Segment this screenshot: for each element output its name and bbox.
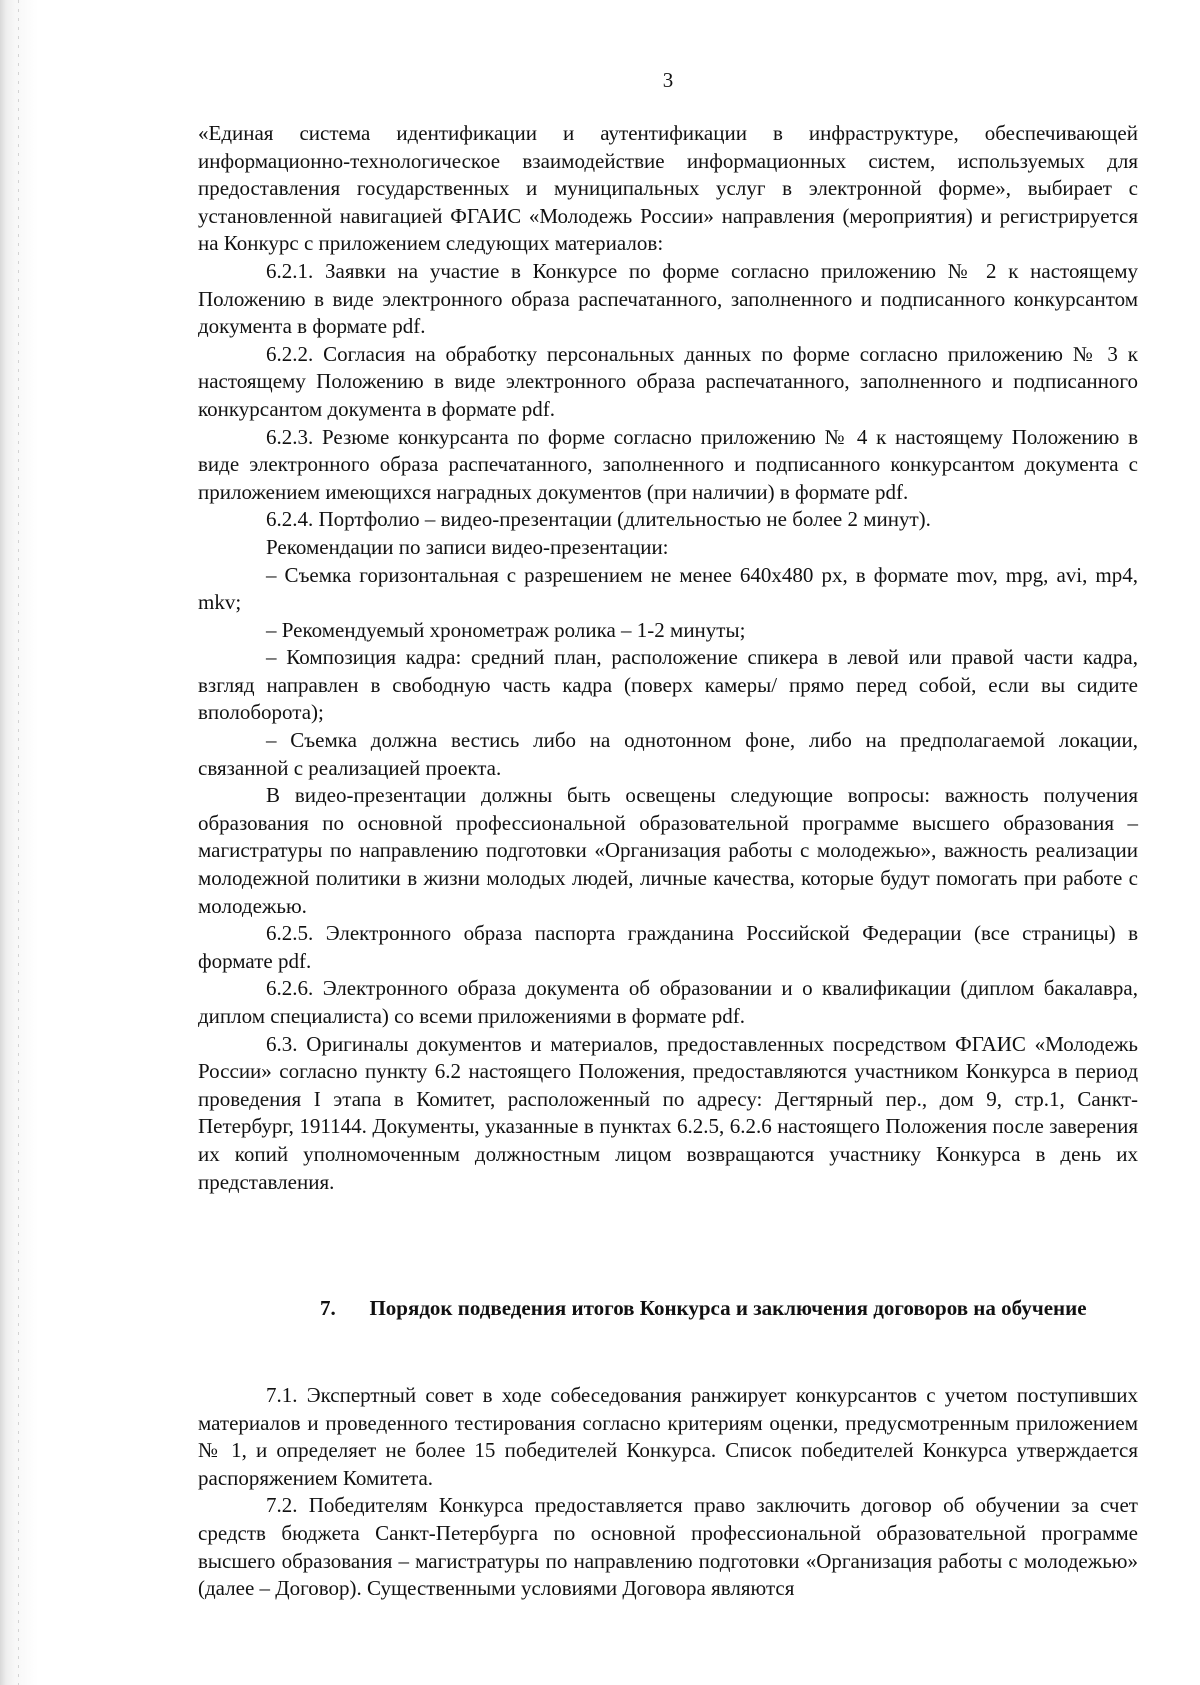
body-text-top: [198, 120, 1138, 1196]
section-title: Порядок подведения итогов Конкурса и заключения договоров на обучение: [369, 1296, 1087, 1320]
list-item: – Съемка должна вестись либо на однотонном фоне, либо на предполагаемой локации, связанной с реализацией проекта.: [198, 728, 1138, 780]
list-item: – Съемка горизонтальная с разрешением не менее 640х480 px, в формате mov, mpg, avi, mp4, mkv;: [198, 562, 1138, 615]
paragraph-6-2-3: 6.2.3. Резюме конкурсанта по форме согласно приложению № 4 к настоящему Положению в виде электронного образа распечатанного, заполненного и подписанного конкурсантом документа с приложением имеющихся наградных документов (при наличии) в формате pdf.: [198, 424, 1138, 504]
paragraph-7-2: 7.2. Победителям Конкурса предоставляется право заключить договор об обучении за счет средств бюджета Санкт-Петербурга по основной профессиональной образовательной программе высшего образования – магистратуры по направлению подготовки «Организация работы с молодежью» (далее – Договор). Существенными условиями Договора являются: [198, 1493, 1138, 1601]
paragraph-6-2-2: 6.2.2. Согласия на обработку персональных данных по форме согласно приложению № 3 к настоящему Положению в виде электронного образа распечатанного, заполненного и подписанного конкурсантом документа в формате pdf.: [198, 341, 1138, 421]
paragraph-intro: «Единая система идентификации и аутентификации в инфраструктуре, обеспечивающей информационно-технологическое взаимодействие информационных систем, используемых для предоставления государственных и муниципальных услуг в электронной форме», выбирает с установленной навигацией ФГАИС «Молодежь России» направления (мероприятия) и регистрируется на Конкурс с приложением следующих материалов:: [198, 121, 1138, 256]
scan-edge: [0, 0, 38, 1685]
paragraph-6-2-6: 6.2.6. Электронного образа документа об образовании и о квалификации (диплом бакалавра, диплом специалиста) со всеми приложениями в формате pdf.: [198, 976, 1138, 1028]
section-heading: [198, 1294, 1138, 1322]
body-text-bottom: [198, 1382, 1138, 1603]
paragraph-6-2-5: 6.2.5. Электронного образа паспорта гражданина Российской Федерации (все страницы) в формате pdf.: [198, 921, 1138, 973]
list-item: – Рекомендуемый хронометраж ролика – 1-2 минуты;: [266, 617, 746, 642]
section-number: 7.: [320, 1296, 336, 1320]
list-item: – Композиция кадра: средний план, расположение спикера в левой или правой части кадра, взгляд направлен в свободную часть кадра (поверх камеры/ прямо перед собой, если вы сидите вполоборота);: [198, 645, 1138, 725]
paragraph-7-1: 7.1. Экспертный совет в ходе собеседования ранжирует конкурсантов с учетом поступивших материалов и проведенного тестирования согласно критериям оценки, предусмотренным приложением № 1, и определяет не более 15 победителей Конкурса. Список победителей Конкурса утверждается распоряжением Комитета.: [198, 1383, 1138, 1490]
page-number: 3: [662, 68, 674, 92]
paragraph-recommendations: Рекомендации по записи видео-презентации:: [266, 534, 669, 559]
paragraph-video-questions: В видео-презентации должны быть освещены следующие вопросы: важность получения образования по основной профессиональной образовательной программе высшего образования – магистратуры по направлению подготовки «Организация работы с молодежью», важность реализации молодежной политики в жизни молодых людей, личные качества, которые будут помогать при работе с молодежью.: [198, 783, 1138, 918]
paragraph-6-3: 6.3. Оригиналы документов и материалов, предоставленных посредством ФГАИС «Молодежь России» согласно пункту 6.2 настоящего Положения, предоставляются участником Конкурса в период проведения I этапа в Комитет, расположенный по адресу: Дегтярный пер., дом 9, стр.1, Санкт-Петербург, 191144. Документы, указанные в пунктах 6.2.5, 6.2.6 настоящего Положения после заверения их копий уполномоченным должностным лицом возвращаются участнику Конкурса в день их представления.: [198, 1031, 1138, 1194]
paragraph-6-2-1: 6.2.1. Заявки на участие в Конкурсе по форме согласно приложению № 2 к настоящему Положению в виде электронного образа распечатанного, заполненного и подписанного конкурсантом документа в формате pdf.: [198, 258, 1138, 339]
paragraph-6-2-4: 6.2.4. Портфолио – видео-презентации (длительностью не более 2 минут).: [266, 507, 931, 532]
